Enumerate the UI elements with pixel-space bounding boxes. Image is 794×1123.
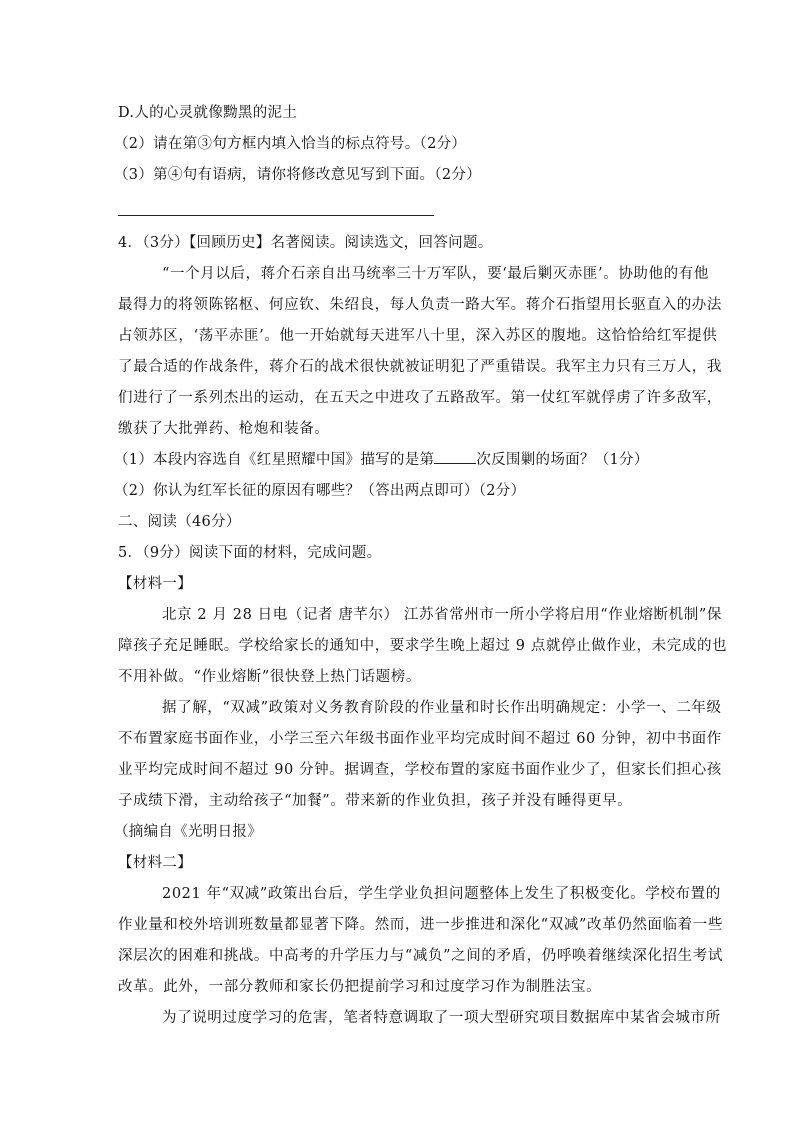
q5-header: 5．（9分）阅读下面的材料，完成问题。 xyxy=(118,545,382,561)
passage-line: 们进行了一系列杰出的运动，在五天之中进攻了五路敌军。第一仗红军就俘虏了许多敌军， xyxy=(118,390,722,406)
option-d: D.人的心灵就像黝黑的泥土 xyxy=(118,105,298,121)
material-2-label: 【材料二】 xyxy=(118,855,192,871)
material-1-source: （摘编自《光明日报》 xyxy=(114,824,262,840)
fill-in-blank[interactable] xyxy=(434,449,476,464)
q4-passage xyxy=(118,259,722,445)
q3-subquestion-2: （2）请在第③句方框内填入恰当的标点符号。（2分） xyxy=(114,136,467,152)
material-1-paragraph-1 xyxy=(118,600,728,693)
passage-line: 了最合适的作战条件，蒋介石的战术很快就被证明犯了严重错误。我军主力只有三万人，我 xyxy=(118,359,722,375)
paragraph-line: 作业量和校外培训班数量都显著下降。然而，进一步推进和深化“双减”改革仍然面临着一些 xyxy=(118,917,723,933)
paragraph-line: 业平均完成时间不超过 90 分钟。据调查，学校布置的家庭书面作业少了，但家长们担心孩 xyxy=(118,762,722,778)
paragraph-line: 2021 年“双减”政策出台后，学生学业负担问题整体上发生了积极变化。学校布置的 xyxy=(162,886,721,902)
paragraph-line: 障孩子充足睡眠。学校给家长的通知中，要求学生晚上超过 9 点就停止做作业，未完成的也 xyxy=(118,638,728,654)
q4-sub1-text-after: 次反围剿的场面？（1分） xyxy=(476,452,649,468)
paragraph-line: 子成绩下滑，主动给孩子“加餐”。带来新的作业负担，孩子并没有睡得更早。 xyxy=(118,793,633,809)
paragraph-line: 据了解，“双减”政策对义务教育阶段的作业量和时长作出明确规定：小学一、二年级 xyxy=(162,700,722,716)
material-2-paragraph-1 xyxy=(118,879,723,1003)
passage-line: 占领苏区，‘荡平赤匪’。他一开始就每天进军八十里，深入苏区的腹地。这恰恰给红军提供 xyxy=(118,328,718,344)
answer-line[interactable] xyxy=(118,215,434,216)
section-title: 二、阅读（46分） xyxy=(118,514,241,530)
paragraph-line: 为了说明过度学习的危害，笔者特意调取了一项大型研究项目数据库中某省会城市所 xyxy=(162,1010,721,1026)
material-1-label: 【材料一】 xyxy=(118,576,192,592)
exam-page xyxy=(114,98,728,1034)
q4-subquestion-2: （2）你认为红军长征的原因有哪些？（答出两点即可）（2分） xyxy=(114,483,526,499)
passage-line: “一个月以后，蒋介石亲自出马统率三十万军队，要‘最后剿灭赤匪’。协助他的有他 xyxy=(162,266,709,282)
q4-subquestion-1 xyxy=(114,445,688,476)
passage-line: 最得力的将领陈铭枢、何应钦、朱绍良，每人负责一路大军。蒋介石指望用长驱直入的办法 xyxy=(118,297,722,313)
q4-header: 4．（3分）【回顾历史】名著阅读。阅读选文，回答问题。 xyxy=(118,235,493,251)
paragraph-line: 改革。此外，一部分教师和家长仍把提前学习和过度学习作为制胜法宝。 xyxy=(118,979,602,995)
material-1-paragraph-2 xyxy=(118,693,722,817)
paragraph-line: 北京 2 月 28 日电（记者 唐芊尔） 江苏省常州市一所小学将启用“作业熔断机制”保 xyxy=(162,607,722,623)
q3-subquestion-3: （3）第④句有语病，请你将修改意见写到下面。（2分） xyxy=(114,167,481,183)
passage-line: 缴获了大批弹药、枪炮和装备。 xyxy=(118,421,330,437)
q4-sub1-text-before: （1）本段内容选自《红星照耀中国》描写的是第 xyxy=(114,452,435,468)
paragraph-line: 深层次的困难和挑战。中高考的升学压力与“减负”之间的矛盾，仍呼唤着继续深化招生考试 xyxy=(118,948,723,964)
paragraph-line: 不布置家庭书面作业，小学三至六年级书面作业平均完成时间不超过 60 分钟，初中书面作 xyxy=(118,731,722,747)
paragraph-line: 不用补做。“作业熔断”很快登上热门话题榜。 xyxy=(118,669,421,685)
material-2-paragraph-2 xyxy=(118,1003,721,1034)
